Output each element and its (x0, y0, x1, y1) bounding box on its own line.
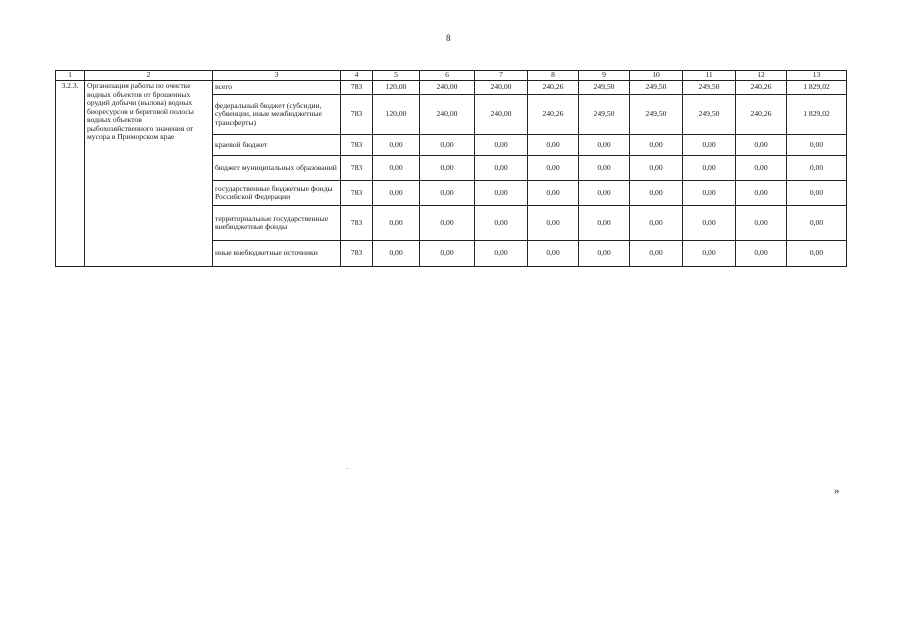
total-cell: 0,00 (787, 241, 847, 267)
value-cell: 240,26 (736, 95, 787, 135)
scan-dot (347, 468, 348, 469)
column-header: 6 (420, 71, 475, 81)
value-cell: 0,00 (475, 206, 528, 241)
value-cell: 0,00 (736, 181, 787, 206)
value-cell: 0,00 (683, 135, 736, 156)
value-cell: 0,00 (475, 156, 528, 181)
value-cell: 0,00 (420, 181, 475, 206)
funding-source: краевой бюджет (213, 135, 341, 156)
table-body (56, 71, 847, 267)
value-cell: 0,00 (579, 135, 630, 156)
value-cell: 0,00 (630, 156, 683, 181)
item-code: 3.2.3. (56, 81, 85, 267)
value-cell: 0,00 (420, 135, 475, 156)
total-cell: 1 829,02 (787, 95, 847, 135)
value-cell: 0,00 (420, 241, 475, 267)
funding-source: федеральный бюджет (субсидии, субвенции, иные межбюджетные трансферты) (213, 95, 341, 135)
value-cell: 249,50 (579, 95, 630, 135)
column-header: 12 (736, 71, 787, 81)
value-cell: 0,00 (736, 206, 787, 241)
value-cell: 249,50 (630, 95, 683, 135)
value-cell: 0,00 (683, 206, 736, 241)
grbs-code: 783 (341, 181, 373, 206)
value-cell: 0,00 (736, 135, 787, 156)
value-cell: 0,00 (373, 156, 420, 181)
value-cell: 249,50 (579, 81, 630, 95)
item-name: Организация работы по очистке водных объектов от брошенных орудий добычи (вылова) водных биоресурсов и береговой полосы водных объектов рыбохозяйственного значения от мусора в Приморском крае (85, 81, 213, 267)
value-cell: 0,00 (683, 156, 736, 181)
total-cell: 1 829,02 (787, 81, 847, 95)
column-header: 2 (85, 71, 213, 81)
value-cell: 240,00 (475, 95, 528, 135)
value-cell: 240,00 (475, 81, 528, 95)
grbs-code: 783 (341, 156, 373, 181)
column-header: 5 (373, 71, 420, 81)
value-cell: 0,00 (579, 156, 630, 181)
value-cell: 0,00 (579, 241, 630, 267)
value-cell: 0,00 (683, 241, 736, 267)
value-cell: 0,00 (373, 241, 420, 267)
value-cell: 249,50 (683, 81, 736, 95)
funding-source: иные внебюджетные источники (213, 241, 341, 267)
value-cell: 0,00 (528, 156, 579, 181)
value-cell: 0,00 (579, 181, 630, 206)
value-cell: 0,00 (528, 241, 579, 267)
column-header: 4 (341, 71, 373, 81)
funding-source: бюджет муниципальных образований (213, 156, 341, 181)
column-header: 7 (475, 71, 528, 81)
funding-source: государственные бюджетные фонды Российской Федерации (213, 181, 341, 206)
value-cell: 240,00 (420, 81, 475, 95)
value-cell: 0,00 (373, 181, 420, 206)
value-cell: 0,00 (475, 135, 528, 156)
value-cell: 249,50 (630, 81, 683, 95)
column-header: 11 (683, 71, 736, 81)
value-cell: 0,00 (373, 135, 420, 156)
value-cell: 120,00 (373, 95, 420, 135)
column-header: 13 (787, 71, 847, 81)
value-cell: 240,26 (736, 81, 787, 95)
value-cell: 0,00 (528, 135, 579, 156)
column-header: 10 (630, 71, 683, 81)
grbs-code: 783 (341, 206, 373, 241)
value-cell: 240,26 (528, 81, 579, 95)
value-cell: 0,00 (420, 156, 475, 181)
total-cell: 0,00 (787, 181, 847, 206)
value-cell: 240,26 (528, 95, 579, 135)
column-header: 3 (213, 71, 341, 81)
column-header: 9 (579, 71, 630, 81)
value-cell: 0,00 (630, 181, 683, 206)
value-cell: 0,00 (579, 206, 630, 241)
value-cell: 120,00 (373, 81, 420, 95)
value-cell: 240,00 (420, 95, 475, 135)
value-cell: 0,00 (630, 241, 683, 267)
value-cell: 0,00 (420, 206, 475, 241)
funding-source: территориальные государственные внебюджетные фонды (213, 206, 341, 241)
grbs-code: 783 (341, 135, 373, 156)
grbs-code: 783 (341, 95, 373, 135)
column-header: 1 (56, 71, 85, 81)
grbs-code: 783 (341, 81, 373, 95)
header-row (56, 71, 847, 81)
value-cell: 249,50 (683, 95, 736, 135)
value-cell: 0,00 (630, 206, 683, 241)
total-cell: 0,00 (787, 156, 847, 181)
total-cell: 0,00 (787, 135, 847, 156)
value-cell: 0,00 (630, 135, 683, 156)
column-header: 8 (528, 71, 579, 81)
page-number: 8 (446, 33, 451, 43)
value-cell: 0,00 (475, 181, 528, 206)
value-cell: 0,00 (683, 181, 736, 206)
budget-table (55, 70, 847, 267)
value-cell: 0,00 (528, 181, 579, 206)
value-cell: 0,00 (736, 156, 787, 181)
value-cell: 0,00 (528, 206, 579, 241)
value-cell: 0,00 (736, 241, 787, 267)
funding-source: всего (213, 81, 341, 95)
total-cell: 0,00 (787, 206, 847, 241)
value-cell: 0,00 (475, 241, 528, 267)
value-cell: 0,00 (373, 206, 420, 241)
table-row (56, 81, 847, 95)
grbs-code: 783 (341, 241, 373, 267)
closing-quote-mark: » (834, 485, 840, 497)
